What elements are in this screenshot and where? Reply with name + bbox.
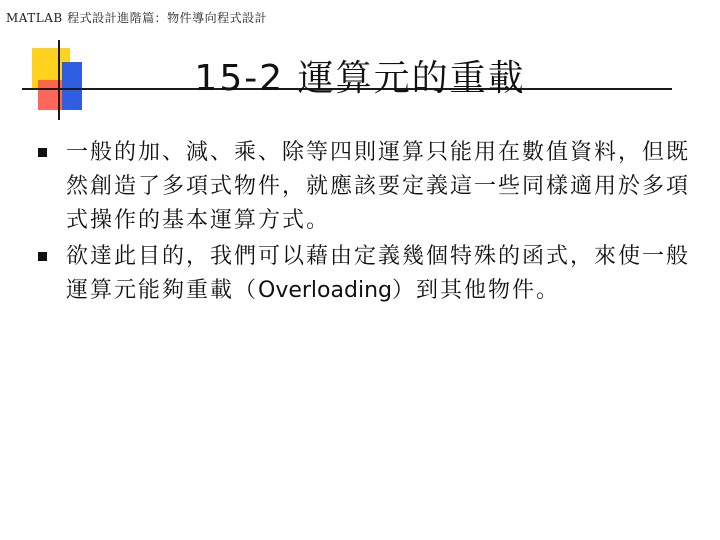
- bullet-item-2: [36, 240, 696, 308]
- header-text: MATLAB 程式設計進階篇：物件導向程式設計: [6, 11, 268, 25]
- slide-title: 15-2 運算元的重載: [194, 58, 526, 99]
- bullet-square-icon: [38, 252, 47, 261]
- bullet-text-2-english: Overloading: [258, 278, 392, 303]
- bullet-list: [36, 136, 696, 308]
- bullet-text-2-after: ）到其他物件。: [391, 278, 560, 303]
- bullet-text-1: 一般的加、減、乘、除等四則運算只能用在數值資料，但既然創造了多項式物件，就應該要定義這一些同樣適用於多項式操作的基本運算方式。: [66, 140, 691, 233]
- bullet-text-2-before: 欲達此目的，我們可以藉由定義幾個特殊的函式，來使一般運算元能夠重載（: [66, 244, 691, 303]
- bullet-square-icon: [38, 148, 47, 157]
- bullet-item-1: [36, 136, 696, 238]
